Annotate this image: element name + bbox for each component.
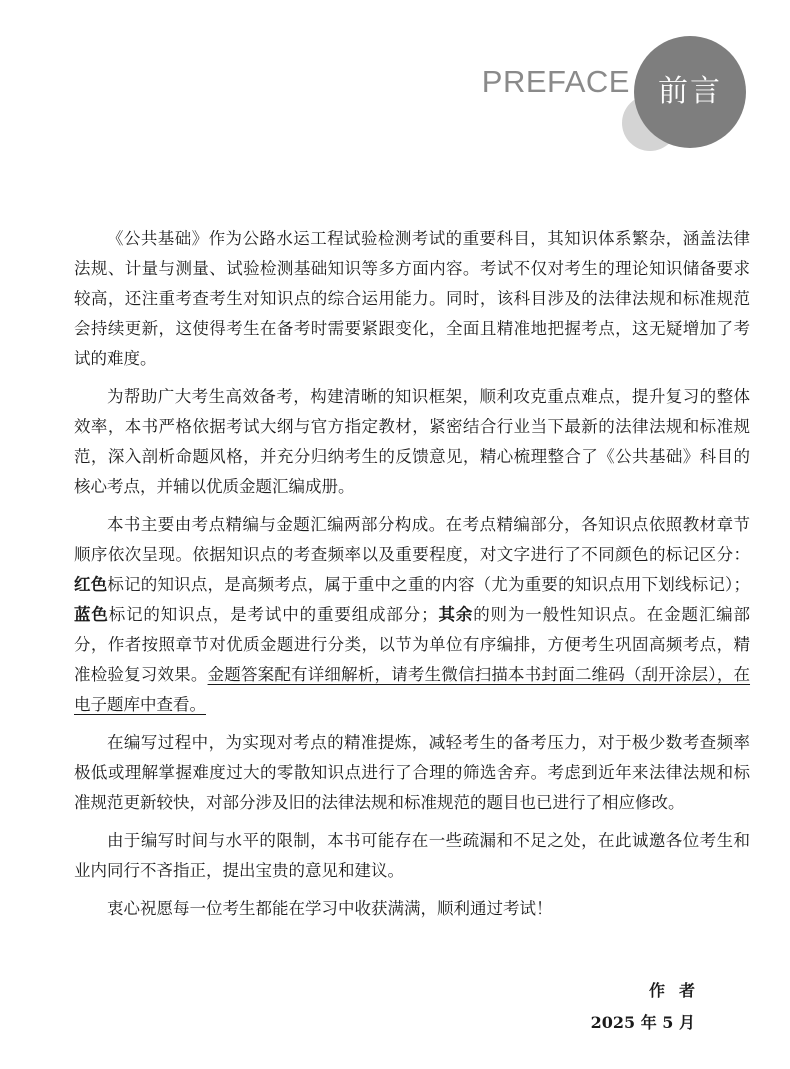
author-label: 作者: [648, 981, 709, 1000]
red-label: 红色: [74, 575, 108, 594]
paragraph-3: [74, 510, 750, 720]
rest-label: 其余: [437, 605, 474, 624]
preface-body: [74, 224, 750, 932]
preface-chinese-title: 前言: [658, 74, 722, 109]
paragraph-3-text-b: 标记的知识点，是高频考点，属于重中之重的内容（尤为重要的知识点用下划线标记）；: [107, 575, 751, 594]
paragraph-5: 由于编写时间与水平的限制，本书可能存在一些疏漏和不足之处，在此诚邀各位考生和业内同行不吝指正，提出宝贵的意见和建议。: [74, 831, 750, 880]
preface-english-title: PREFACE: [481, 64, 630, 99]
signature-date: 2025 年 5 月: [590, 1013, 695, 1032]
paragraph-3-text-a: 本书主要由考点精编与金题汇编两部分构成。在考点精编部分，各知识点依照教材章节顺序依次呈现。依据知识点的考查频率以及重要程度，对文字进行了不同颜色的标记区分：: [74, 515, 750, 564]
paragraph-1: 《公共基础》作为公路水运工程试验检测考试的重要科目，其知识体系繁杂，涵盖法律法规、计量与测量、试验检测基础知识等多方面内容。考试不仅对考生的理论知识储备要求较高，还注重考查考生对知识点的综合运用能力。同时，该科目涉及的法律法规和标准规范会持续更新，这使得考生在备考时需要紧跟变化，全面且精准地把握考点，这无疑增加了考试的难度。: [74, 229, 750, 368]
paragraph-4: 在编写过程中，为实现对考点的精准提炼，减轻考生的备考压力，对于极少数考查频率极低或理解掌握难度过大的零散知识点进行了合理的筛选舍弃。考虑到近年来法律法规和标准规范更新较快，对部分涉及旧的法律法规和标准规范的题目也已进行了相应修改。: [74, 733, 750, 812]
answer-note-underlined: 金题答案配有详细解析，请考生微信扫描本书封面二维码（刮开涂层），在电子题库中查看。: [74, 665, 751, 714]
paragraph-3-text-c: 标记的知识点，是考试中的重要组成部分；: [108, 605, 438, 624]
paragraph-3-text-d: 的则为一般性知识点。在金题汇编部分，作者按照章节对优质金题进行分类，以节为单位有序编排，方便考生巩固高频考点，精准检验复习效果。: [74, 605, 751, 684]
signature-block: [590, 975, 709, 1039]
preface-header: [0, 0, 790, 200]
blue-label: 蓝色: [74, 605, 109, 624]
paragraph-2: 为帮助广大考生高效备考，构建清晰的知识框架，顺利攻克重点难点，提升复习的整体效率，本书严格依据考试大纲与官方指定教材，紧密结合行业当下最新的法律法规和标准规范，深入剖析命题风格，并充分归纳考生的反馈意见，精心梳理整合了《公共基础》科目的核心考点，并辅以优质金题汇编成册。: [74, 387, 750, 496]
paragraph-6: 衷心祝愿每一位考生都能在学习中收获满满，顺利通过考试！: [107, 899, 553, 918]
